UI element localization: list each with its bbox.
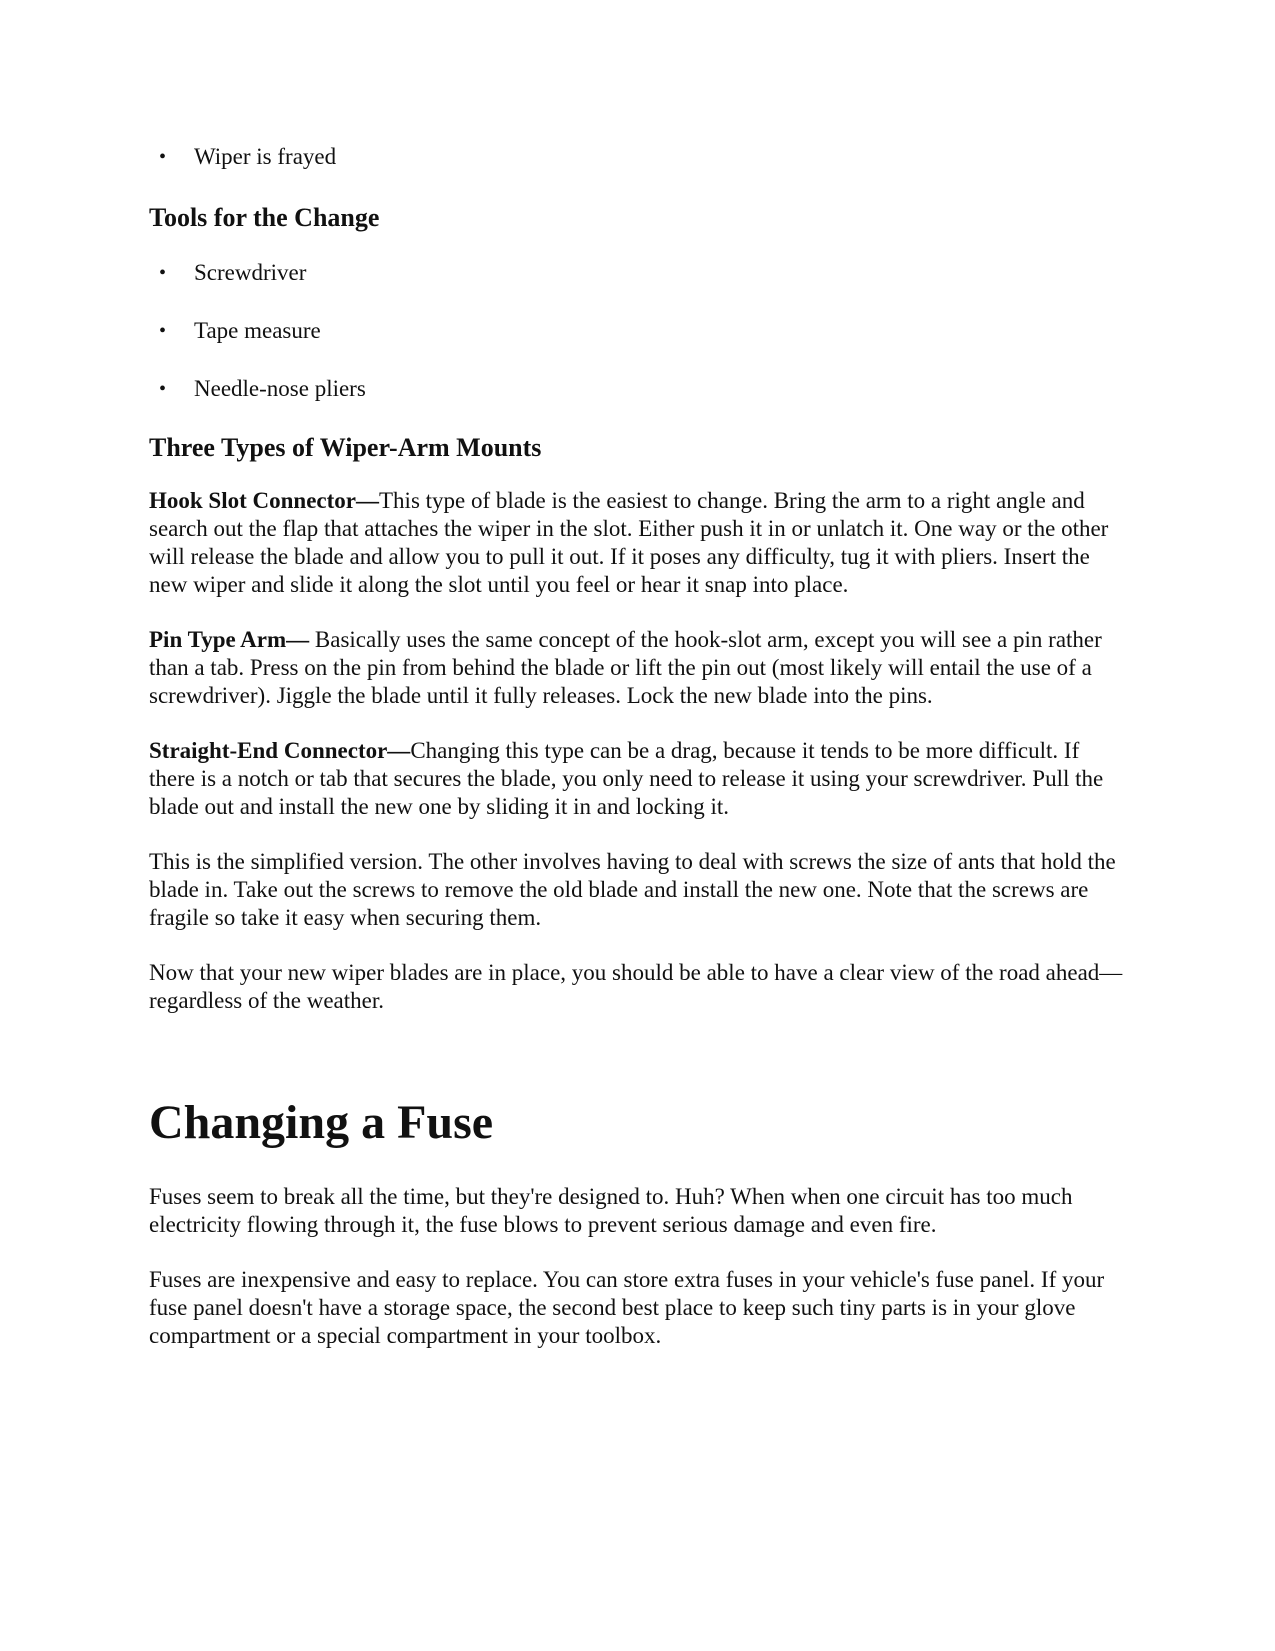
list-item <box>149 143 1129 171</box>
bullet-icon: • <box>159 262 167 284</box>
straight-end-text: Changing this type can be a drag, because it tends to be more difficult. If there is a notch or tab that secures the blade, you only need to release it using your screwdriver. Pull the blade out and install the new one by sliding it in and locking it. <box>149 738 1104 819</box>
mounts-heading: Three Types of Wiper-Arm Mounts <box>149 433 542 462</box>
hook-slot-paragraph <box>149 487 1129 599</box>
top-bullet-list <box>149 143 1129 171</box>
list-item-text: Needle-nose pliers <box>194 376 366 401</box>
bullet-icon: • <box>159 320 167 342</box>
pin-type-paragraph <box>149 626 1129 710</box>
fuse-heading: Changing a Fuse <box>149 1096 494 1149</box>
list-item <box>149 317 1129 345</box>
list-item <box>149 259 1129 287</box>
list-item-text: Wiper is frayed <box>194 144 337 169</box>
fuse-paragraph-1: Fuses seem to break all the time, but they're designed to. Huh? When when one circuit has too much electricity flowing through it, the fuse blows to prevent serious damage and even fire. <box>149 1184 1073 1237</box>
page-content <box>149 143 1129 1377</box>
straight-end-paragraph <box>149 737 1129 821</box>
list-item <box>149 375 1129 403</box>
bullet-icon: • <box>159 146 167 168</box>
tools-heading: Tools for the Change <box>149 203 380 232</box>
hook-slot-label: Hook Slot Connector— <box>149 488 379 513</box>
fuse-paragraph-2: Fuses are inexpensive and easy to replace. You can store extra fuses in your vehicle's fuse panel. If your fuse panel doesn't have a storage space, the second best place to keep such tiny parts is in your glove compartment or a special compartment in your toolbox. <box>149 1267 1105 1348</box>
list-item-text: Tape measure <box>194 318 321 343</box>
tools-list <box>149 259 1129 403</box>
list-item-text: Screwdriver <box>194 260 307 285</box>
straight-end-label: Straight-End Connector— <box>149 738 411 763</box>
pin-type-text: Basically uses the same concept of the hook-slot arm, except you will see a pin rather than a tab. Press on the pin from behind the blade or lift the pin out (most likely will entail the use of a screwdriver). Jiggle the blade until it fully releases. Lock the new blade into the pins. <box>149 627 1102 708</box>
pin-type-label: Pin Type Arm— <box>149 627 310 652</box>
simplified-paragraph: This is the simplified version. The other involves having to deal with screws the size of ants that hold the blade in. Take out the screws to remove the old blade and install the new one. Note that the screws are fragile so take it easy when securing them. <box>149 849 1116 930</box>
conclusion-paragraph: Now that your new wiper blades are in place, you should be able to have a clear view of the road ahead—regardless of the weather. <box>149 960 1123 1013</box>
bullet-icon: • <box>159 378 167 400</box>
hook-slot-text: This type of blade is the easiest to change. Bring the arm to a right angle and search out the flap that attaches the wiper in the slot. Either push it in or unlatch it. One way or the other will release the blade and allow you to pull it out. If it poses any difficulty, tug it with pliers. Insert the new wiper and slide it along the slot until you feel or hear it snap into place. <box>149 488 1109 597</box>
